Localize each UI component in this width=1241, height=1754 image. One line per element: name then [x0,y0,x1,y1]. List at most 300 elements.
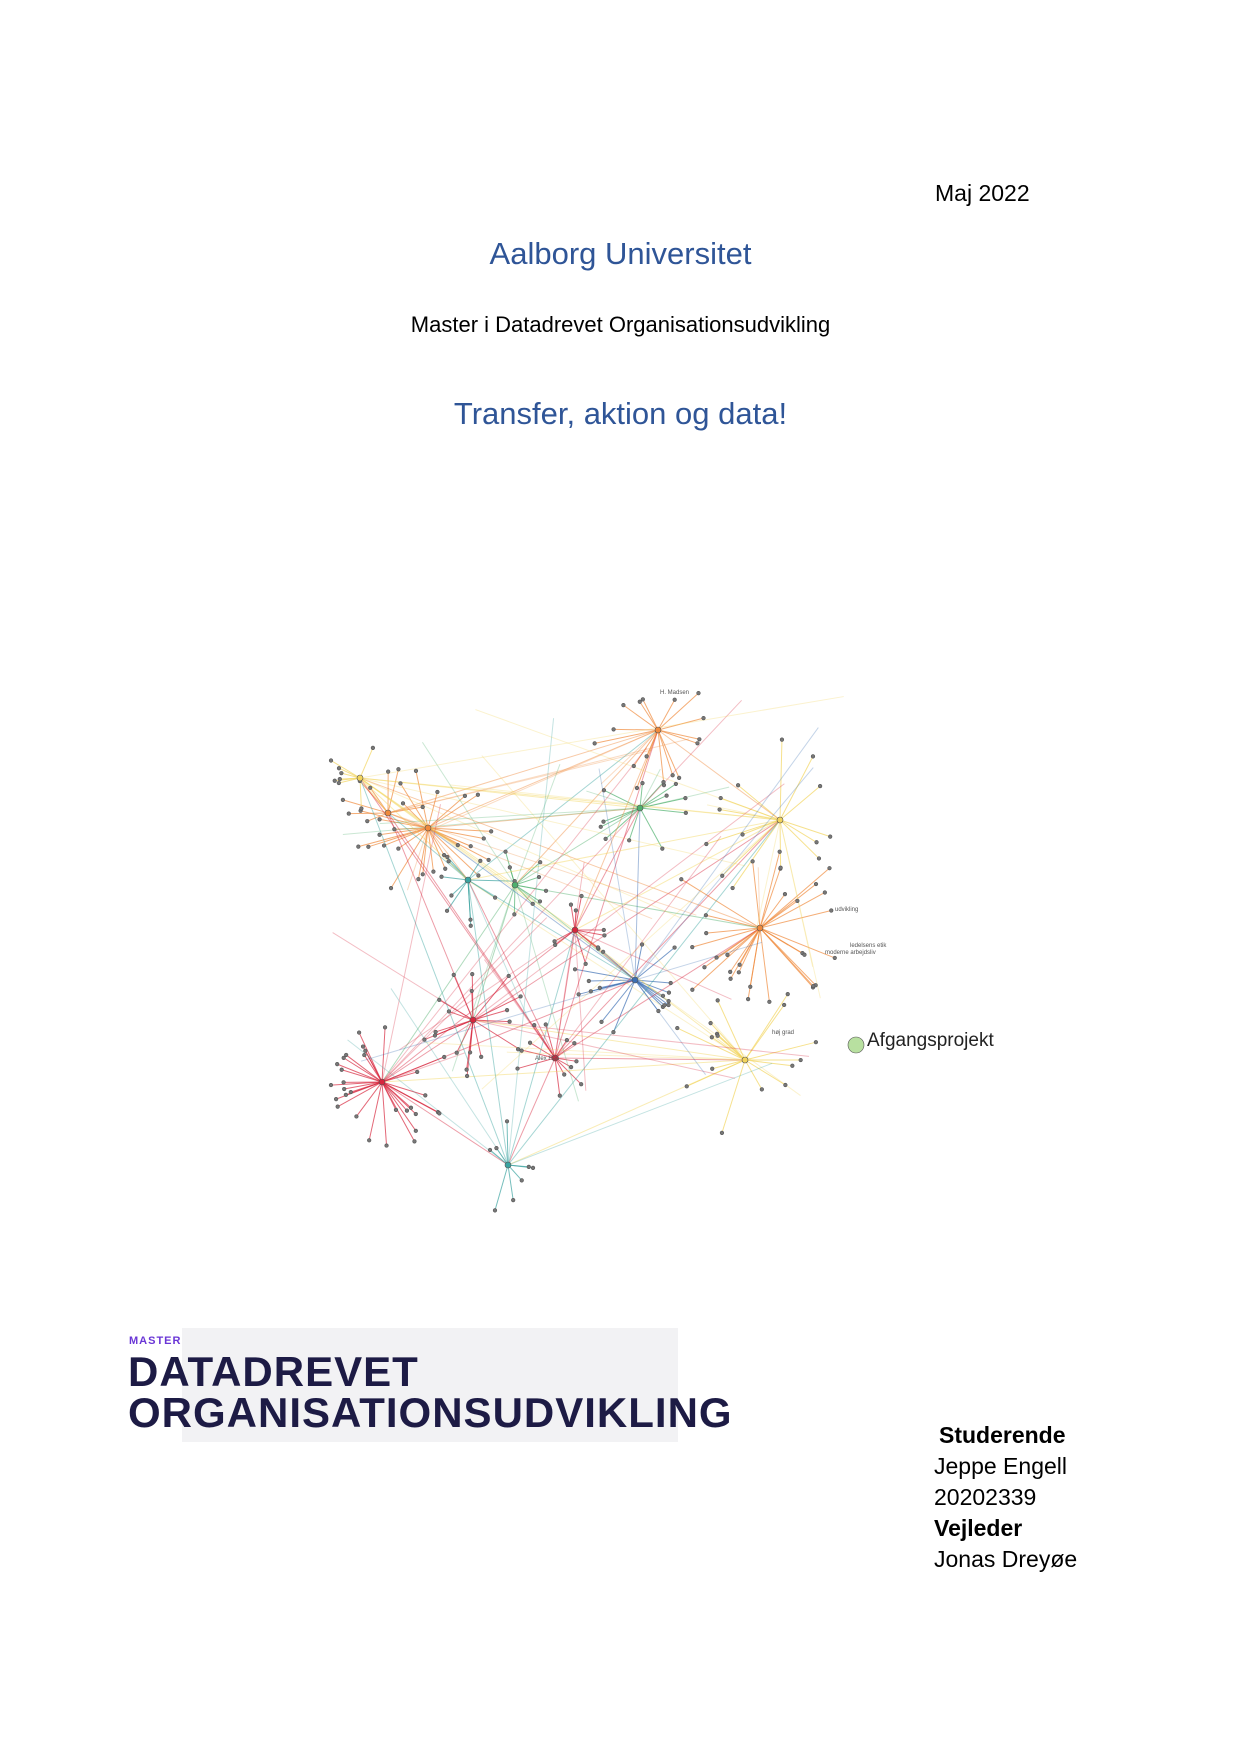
network-node [468,1051,472,1055]
network-node [709,1021,713,1025]
network-node [572,927,578,933]
network-graph [290,630,1010,1230]
network-node [386,770,390,774]
network-node [512,882,518,888]
network-node [818,784,822,788]
network-node [488,1148,492,1152]
logo-line-1: DATADREVET [128,1348,419,1395]
network-node [544,889,548,893]
network-node [482,837,486,841]
network-node [493,1209,497,1213]
network-node [641,698,645,702]
network-node [698,737,702,741]
network-node [661,994,665,998]
network-node [817,857,821,861]
network-node [479,1055,483,1059]
node-label: høj grad [772,1030,795,1036]
network-node [446,855,450,859]
network-node [691,988,695,992]
network-node [409,1106,413,1110]
network-node [532,1023,536,1027]
network-node [799,1058,803,1062]
network-node [612,728,616,732]
network-node [741,833,745,837]
network-edge [780,820,830,837]
network-edge [388,813,468,880]
network-node [538,860,542,864]
network-node [736,783,740,787]
network-node [637,805,643,811]
network-edge [360,748,373,778]
network-node [342,1087,346,1091]
network-node [447,859,451,863]
network-edge [468,820,780,880]
network-node [782,1003,786,1007]
network-node [450,894,454,898]
network-node [645,755,649,759]
network-node [365,819,369,823]
node-label: ledelsens etik [850,943,887,949]
network-node [786,992,790,996]
network-node [677,776,681,780]
network-node [414,769,418,773]
network-node [828,866,832,870]
network-node [719,796,723,800]
network-node [338,777,342,781]
network-node [748,985,752,989]
network-node [329,759,333,763]
network-edge [780,820,817,842]
network-node [667,999,671,1003]
network-node [602,820,606,824]
network-node [657,1009,661,1013]
network-node [470,972,474,976]
network-node [710,1067,714,1071]
network-node [569,903,573,907]
network-node [716,1034,720,1038]
network-node [674,782,678,786]
network-node [415,1070,419,1074]
network-node [777,817,783,823]
network-node [731,886,735,890]
network-edge [635,728,818,980]
network-node [675,1026,679,1030]
network-edge [382,700,742,1082]
network-node [531,902,535,906]
network-node [445,909,449,913]
network-node [720,1131,724,1135]
network-node [690,945,694,949]
network-node [513,913,517,917]
network-edge [614,729,658,730]
network-node [742,1057,748,1063]
network-node [469,924,473,928]
network-node [495,1146,499,1150]
network-node [342,1081,346,1085]
network-node [357,775,363,781]
network-node [344,1053,348,1057]
network-node [335,1062,339,1066]
network-node [791,1064,795,1068]
network-edge [640,702,658,730]
network-node [704,913,708,917]
network-node [452,973,456,977]
network-node [544,1023,548,1027]
network-node [779,866,783,870]
network-node [604,837,608,841]
logo-small-text: MASTER [129,1335,182,1347]
network-edge [382,918,547,1082]
network-edge [780,820,819,858]
network-node [833,956,837,960]
network-edge [760,928,835,958]
network-node [718,808,722,812]
network-edge [575,930,604,935]
network-node [601,950,605,954]
network-edge [643,699,658,730]
network-node [527,1165,531,1169]
network-node [729,977,733,981]
network-node [432,870,436,874]
network-node [469,844,473,848]
network-node [553,940,557,944]
network-node [635,786,639,790]
network-node [379,1079,385,1085]
network-edge [760,892,825,928]
network-node [679,877,683,881]
student-label: Studerende [939,1422,1066,1448]
network-node [622,703,626,707]
network-node [333,779,337,783]
network-edge [349,813,388,814]
network-node [389,886,393,890]
network-node [531,1166,535,1170]
network-node [397,847,401,851]
network-node [399,782,403,786]
network-node [803,953,807,957]
network-node [519,995,523,999]
network-node [378,833,382,837]
network-node [367,1139,371,1143]
network-node [436,790,440,794]
network-node [829,909,833,913]
network-node [329,1083,333,1087]
network-node [579,1082,583,1086]
network-node [440,875,444,879]
network-node [673,698,677,702]
network-node [479,859,483,863]
network-edge [508,1060,745,1165]
network-node [355,1115,359,1119]
network-node [662,780,666,784]
network-node [424,1094,428,1098]
network-node [465,1074,469,1078]
network-node [600,1020,604,1024]
network-node [413,1140,417,1144]
network-edge [760,928,813,986]
network-edge [575,930,586,1091]
network-node [715,956,719,960]
network-node [599,825,603,829]
network-node [757,925,763,931]
network-node [669,981,673,985]
network-node [612,1030,616,1034]
network-node [470,989,474,993]
network-node [456,843,460,847]
network-node [385,810,391,816]
network-node [684,811,688,815]
network-node [726,953,730,957]
network-node [477,874,481,878]
network-node [378,818,382,822]
university-name: Aalborg Universitet [489,236,752,271]
network-node [602,928,606,932]
network-node [476,793,480,797]
network-node [640,943,644,947]
network-node [704,931,708,935]
network-edge [722,1060,745,1133]
network-node [493,896,497,900]
supervisor-name: Jonas Dreyøe [934,1546,1078,1572]
network-node [746,997,750,1001]
network-node [737,971,741,975]
network-node [697,691,701,695]
network-node [340,1068,344,1072]
network-node [696,741,700,745]
network-node [632,764,636,768]
network-node [507,974,511,978]
network-node [710,1035,714,1039]
network-node [638,700,642,704]
network-node [562,1073,566,1077]
network-node [602,788,606,792]
network-node [661,847,665,851]
network-node [341,798,345,802]
network-node [627,839,631,843]
network-node [394,1108,398,1112]
network-edge [555,1058,560,1096]
logo-line-2: ORGANISATIONSUDVIKLING [128,1389,733,1436]
network-edge [380,808,640,824]
network-edge [745,1060,762,1089]
network-node [814,1040,818,1044]
network-edge [515,885,578,1101]
network-node [337,766,341,770]
network-node [784,1083,788,1087]
program-name: Master i Datadrevet Organisationsudvikling [410,312,831,337]
network-node [336,1105,340,1109]
network-node [574,909,578,913]
network-node [728,970,732,974]
network-edge [382,885,515,1082]
network-node [443,867,447,871]
network-node [598,986,602,990]
network-edge [555,862,584,1058]
network-node [442,1055,446,1059]
network-node [573,1041,577,1045]
node-label: H. Madsen [660,690,690,696]
network-node [360,807,364,811]
network-node [702,716,706,720]
network-node [505,1162,511,1168]
network-node [364,1049,368,1053]
thesis-title: Transfer, aktion og data! [453,396,788,431]
student-name: Jeppe Engell [934,1453,1067,1479]
network-node [811,984,815,988]
network-node [487,858,491,862]
network-node [520,1179,524,1183]
network-node [671,773,675,777]
network-node [463,794,467,798]
network-node [584,962,588,966]
network-node [848,1037,864,1053]
network-node [577,993,581,997]
network-node [362,1053,366,1057]
network-node [796,899,800,903]
network-edge [360,697,844,778]
network-node [489,830,493,834]
network-node [511,1198,515,1202]
network-node [417,877,421,881]
network-node [455,1051,459,1055]
network-node [434,1030,438,1034]
network-node [641,781,645,785]
network-edge [760,852,780,928]
network-node [587,979,591,983]
network-node [334,1097,338,1101]
network-node [663,1003,667,1007]
network-node [593,742,597,746]
network-node [716,999,720,1003]
network-node [505,1008,509,1012]
network-node [423,1038,427,1042]
network-node [778,850,782,854]
network-node [596,946,600,950]
network-node [385,1144,389,1148]
network-node [811,755,815,759]
network-node [401,802,405,806]
network-edge [760,928,769,1002]
network-node [414,1112,418,1116]
network-node [397,767,401,771]
network-node [768,1000,772,1004]
network-node [405,1109,409,1113]
network-node [685,1085,689,1089]
network-node [371,746,375,750]
network-node [703,965,707,969]
network-node [357,1031,361,1035]
network-node [575,1060,579,1064]
network-node [505,1120,509,1124]
network-node [438,1112,442,1116]
network-node [580,894,584,898]
network-node [528,1041,532,1045]
network-node [361,1045,365,1049]
network-node [823,891,827,895]
network-edge [382,1082,387,1146]
network-node [520,1049,524,1053]
network-node [673,946,677,950]
network-edge [495,1165,508,1210]
highlight-node-label: Afgangsprojekt [867,1030,994,1051]
network-node [382,844,386,848]
network-node [655,727,661,733]
network-node [414,1129,418,1133]
network-node [447,1010,451,1014]
network-node [751,860,755,864]
network-edge [451,880,468,896]
network-node [340,771,344,775]
network-node [565,1038,569,1042]
network-node [558,1094,562,1098]
network-edge [360,778,745,866]
network-node [437,998,441,1002]
network-node [828,835,832,839]
network-edge [361,980,635,1061]
network-node [508,866,512,870]
network-node [538,900,542,904]
network-node [337,781,341,785]
network-node [347,812,351,816]
network-edge [473,1020,735,1078]
network-node [632,977,638,983]
network-node [425,825,431,831]
network-node [516,1067,520,1071]
network-node [705,842,709,846]
network-edge [658,730,780,820]
network-node [367,845,371,849]
network-node [383,1026,387,1030]
network-node [516,1047,520,1051]
network-node [667,1003,671,1007]
network-node [469,918,473,922]
network-node [589,990,593,994]
network-node [433,1034,437,1038]
network-node [667,991,671,995]
node-label: udvikling [835,907,859,913]
network-node [357,845,361,849]
network-edge [343,800,388,813]
network-node [569,1065,573,1069]
network-edge [468,880,635,980]
node-label: Alex Hau [535,1056,560,1062]
network-node [465,1068,469,1072]
network-node [508,1020,512,1024]
network-node [421,805,425,809]
network-edge [623,705,658,730]
network-node [783,892,787,896]
network-node [573,967,577,971]
network-edge [399,930,575,1050]
network-node [344,1093,348,1097]
student-number: 20202339 [934,1484,1037,1510]
network-node [537,875,541,879]
network-node [665,794,669,798]
network-node [814,882,818,886]
network-node [553,943,557,947]
network-edge [635,942,762,980]
network-node [368,786,372,790]
network-edge [780,786,820,820]
network-node [349,1090,353,1094]
network-edge [346,1055,382,1082]
network-node [504,850,508,854]
network-node [470,1017,476,1023]
network-node [684,796,688,800]
node-label: moderne arbejdsliv [825,950,876,956]
network-node [465,877,471,883]
network-edge [382,1082,508,1165]
